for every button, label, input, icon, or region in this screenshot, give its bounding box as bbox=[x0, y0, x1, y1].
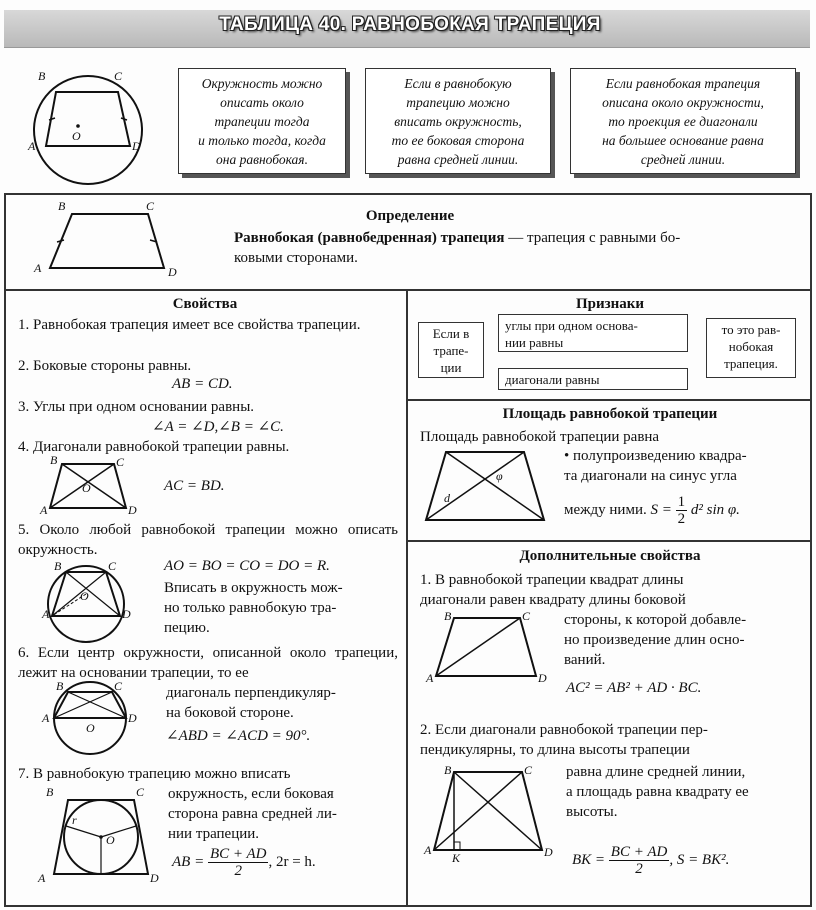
area-formula bbox=[564, 494, 804, 527]
property-7-text: окружность, если боковая сторона равна средней ли- нии трапеции. bbox=[168, 786, 337, 842]
property-6-formula: ∠ABD = ∠ACD = 90°. bbox=[166, 728, 311, 744]
properties-heading: Свойства bbox=[172, 296, 238, 312]
area-label-phi: φ bbox=[496, 469, 503, 483]
p7-denominator: 2 bbox=[234, 863, 242, 879]
extra-1-figure bbox=[424, 610, 554, 686]
signs-condition-angles: углы при одном основа- нии равны bbox=[498, 314, 688, 352]
p7-lhs: AB = bbox=[172, 853, 205, 870]
property-6: 6. Если центр окружности, описанной около трапеции, лежит на основании трапеции, то ее bbox=[18, 645, 398, 681]
extra-2-line: 2. Если диагонали равнобокой трапеции пер- bbox=[420, 722, 708, 738]
page-title: ТАБЛИЦА 40. РАВНОБОКАЯ ТРАПЕЦИЯ bbox=[219, 14, 601, 35]
extra-1-formula: AC² = AB² + AD · BC. bbox=[566, 680, 702, 696]
circ-label-C: C bbox=[108, 559, 117, 573]
definition-figure bbox=[30, 200, 200, 280]
diag-label-B: B bbox=[50, 453, 58, 467]
divider-area bbox=[406, 540, 812, 542]
diam-label-A: A bbox=[42, 711, 50, 725]
label-B: B bbox=[38, 69, 46, 83]
diameter-figure bbox=[40, 679, 150, 762]
insc-label-r: r bbox=[72, 813, 77, 827]
e2-denominator: 2 bbox=[635, 861, 643, 877]
signs-if-box: Если в трапе- ции bbox=[418, 322, 484, 378]
def-label-B: B bbox=[58, 199, 66, 213]
extra-2-figure bbox=[424, 764, 554, 864]
def-label-D: D bbox=[168, 265, 177, 279]
label-D: D bbox=[132, 139, 141, 153]
e2-label-A: A bbox=[424, 843, 432, 857]
area-frac-num: 1 bbox=[677, 494, 686, 510]
insc-label-D: D bbox=[150, 871, 159, 885]
note-inscribed: Если в равнобокую трапецию можно вписать окружность, то ее боковая сторона равна средней линии. bbox=[365, 68, 551, 174]
insc-label-O: O bbox=[106, 833, 115, 847]
extra-1-line: 1. В равнобокой трапеции квадрат длины bbox=[420, 572, 684, 588]
circle-trapezoid-figure bbox=[20, 62, 160, 192]
extra-2-text: равна длине средней линии, а площадь равна квадрату ее высоты. bbox=[566, 764, 749, 820]
signs-condition-diagonals: диагонали равны bbox=[498, 368, 688, 390]
e1-label-D: D bbox=[538, 671, 547, 685]
diagonals-figure bbox=[40, 453, 150, 517]
extra-2-formula bbox=[572, 844, 729, 877]
insc-label-B: B bbox=[46, 785, 54, 799]
e2-label-D: D bbox=[544, 845, 553, 859]
property-4-formula: AC = BD. bbox=[164, 478, 225, 494]
definition-rest: — трапеция с равными бо- bbox=[504, 230, 681, 246]
def-label-C: C bbox=[146, 199, 155, 213]
definition-term: Равнобокая (равнобедренная) трапеция bbox=[234, 230, 505, 246]
diam-label-C: C bbox=[114, 679, 123, 693]
diag-label-D: D bbox=[128, 503, 137, 517]
property-3-formula: ∠A = ∠D,∠B = ∠C. bbox=[152, 419, 284, 435]
extra-heading: Дополнительные свойства bbox=[519, 548, 701, 564]
property-5-text: Вписать в окружность мож- но только равнобокую тра- пецию. bbox=[164, 580, 343, 636]
circumscribed-figure bbox=[40, 558, 140, 648]
insc-label-A: A bbox=[38, 871, 46, 885]
property-2: 2. Боковые стороны равны. bbox=[18, 358, 192, 374]
area-figure bbox=[420, 446, 550, 526]
inscribed-figure bbox=[36, 786, 166, 890]
note-circumscribed: Окружность можно описать около трапеции тогда и только тогда, когда она равнобокая. bbox=[178, 68, 346, 174]
label-O: O bbox=[72, 129, 81, 143]
property-4: 4. Диагонали равнобокой трапеции равны. bbox=[18, 439, 290, 455]
property-6-text: диагональ перпендикуляр- на боковой стороне. bbox=[166, 685, 336, 721]
property-5: 5. Около любой равнобокой трапеции можно описать окружность. bbox=[18, 522, 398, 558]
e2-label-K: K bbox=[452, 851, 461, 865]
property-7-line1: 7. В равнобокую трапецию можно вписать bbox=[18, 766, 291, 782]
circ-label-B: B bbox=[54, 559, 62, 573]
property-5-formula: AO = BO = CO = DO = R. bbox=[164, 558, 330, 574]
area-formula-lead: между ними. bbox=[564, 501, 647, 518]
extra-2-line2: пендикулярны, то длина высоты трапеции bbox=[420, 742, 690, 758]
property-1: 1. Равнобокая трапеция имеет все свойства трапеции. bbox=[18, 317, 361, 333]
e2-label-C: C bbox=[524, 763, 533, 777]
p7-tail: , 2r = h. bbox=[268, 853, 316, 870]
extra-1-text: стороны, к которой добавле- но произведение длин осно- ваний. bbox=[564, 612, 747, 668]
diag-label-A: A bbox=[40, 503, 48, 517]
circ-label-A: A bbox=[42, 607, 50, 621]
diag-label-C: C bbox=[116, 455, 125, 469]
p7-numerator: BC + AD bbox=[209, 846, 267, 862]
diag-label-O: O bbox=[82, 481, 91, 495]
label-C: C bbox=[114, 69, 123, 83]
e2-lhs: BK = bbox=[572, 851, 606, 868]
diam-label-O: O bbox=[86, 721, 95, 735]
e1-label-A: A bbox=[426, 671, 434, 685]
area-text: • полупроизведению квадра- та диагонали на синус угла bbox=[564, 448, 747, 484]
area-formula-tail: d² sin φ. bbox=[690, 501, 740, 518]
diam-label-D: D bbox=[128, 711, 137, 725]
signs-heading: Признаки bbox=[575, 296, 645, 312]
trapezoid-shape bbox=[46, 92, 130, 146]
divider-signs bbox=[406, 399, 812, 401]
def-label-A: A bbox=[34, 261, 42, 275]
circ-label-D: D bbox=[122, 607, 131, 621]
property-2-formula: AB = CD. bbox=[172, 376, 233, 392]
note-projection: Если равнобокая трапеция описана около окружности, то проекция ее диагонали на большее основание равна средней линии. bbox=[570, 68, 796, 174]
area-formula-s: S = bbox=[650, 501, 672, 518]
property-3: 3. Углы при одном основании равны. bbox=[18, 399, 255, 415]
label-A: A bbox=[28, 139, 36, 153]
definition-text bbox=[234, 228, 806, 268]
divider-definition bbox=[4, 289, 812, 291]
e2-numerator: BC + AD bbox=[610, 844, 668, 860]
e2-label-B: B bbox=[444, 763, 452, 777]
signs-then-box: то это рав- нобокая трапеция. bbox=[706, 318, 796, 378]
property-7-formula bbox=[172, 846, 316, 879]
definition-line2: ковыми сторонами. bbox=[234, 250, 358, 266]
diam-label-B: B bbox=[56, 679, 64, 693]
definition-heading: Определение bbox=[365, 208, 455, 224]
area-heading: Площадь равнобокой трапеции bbox=[502, 406, 718, 422]
area-label-d: d bbox=[444, 491, 450, 505]
divider-vertical bbox=[406, 289, 408, 907]
e1-label-C: C bbox=[522, 609, 531, 623]
area-intro: Площадь равнобокой трапеции равна bbox=[420, 429, 660, 445]
circ-label-O: O bbox=[80, 589, 89, 603]
e1-label-B: B bbox=[444, 609, 452, 623]
area-frac-den: 2 bbox=[677, 511, 686, 527]
insc-label-C: C bbox=[136, 785, 145, 799]
e2-tail: , S = BK². bbox=[669, 851, 730, 868]
extra-1-line2: диагонали равен квадрату длины боковой bbox=[420, 592, 686, 608]
